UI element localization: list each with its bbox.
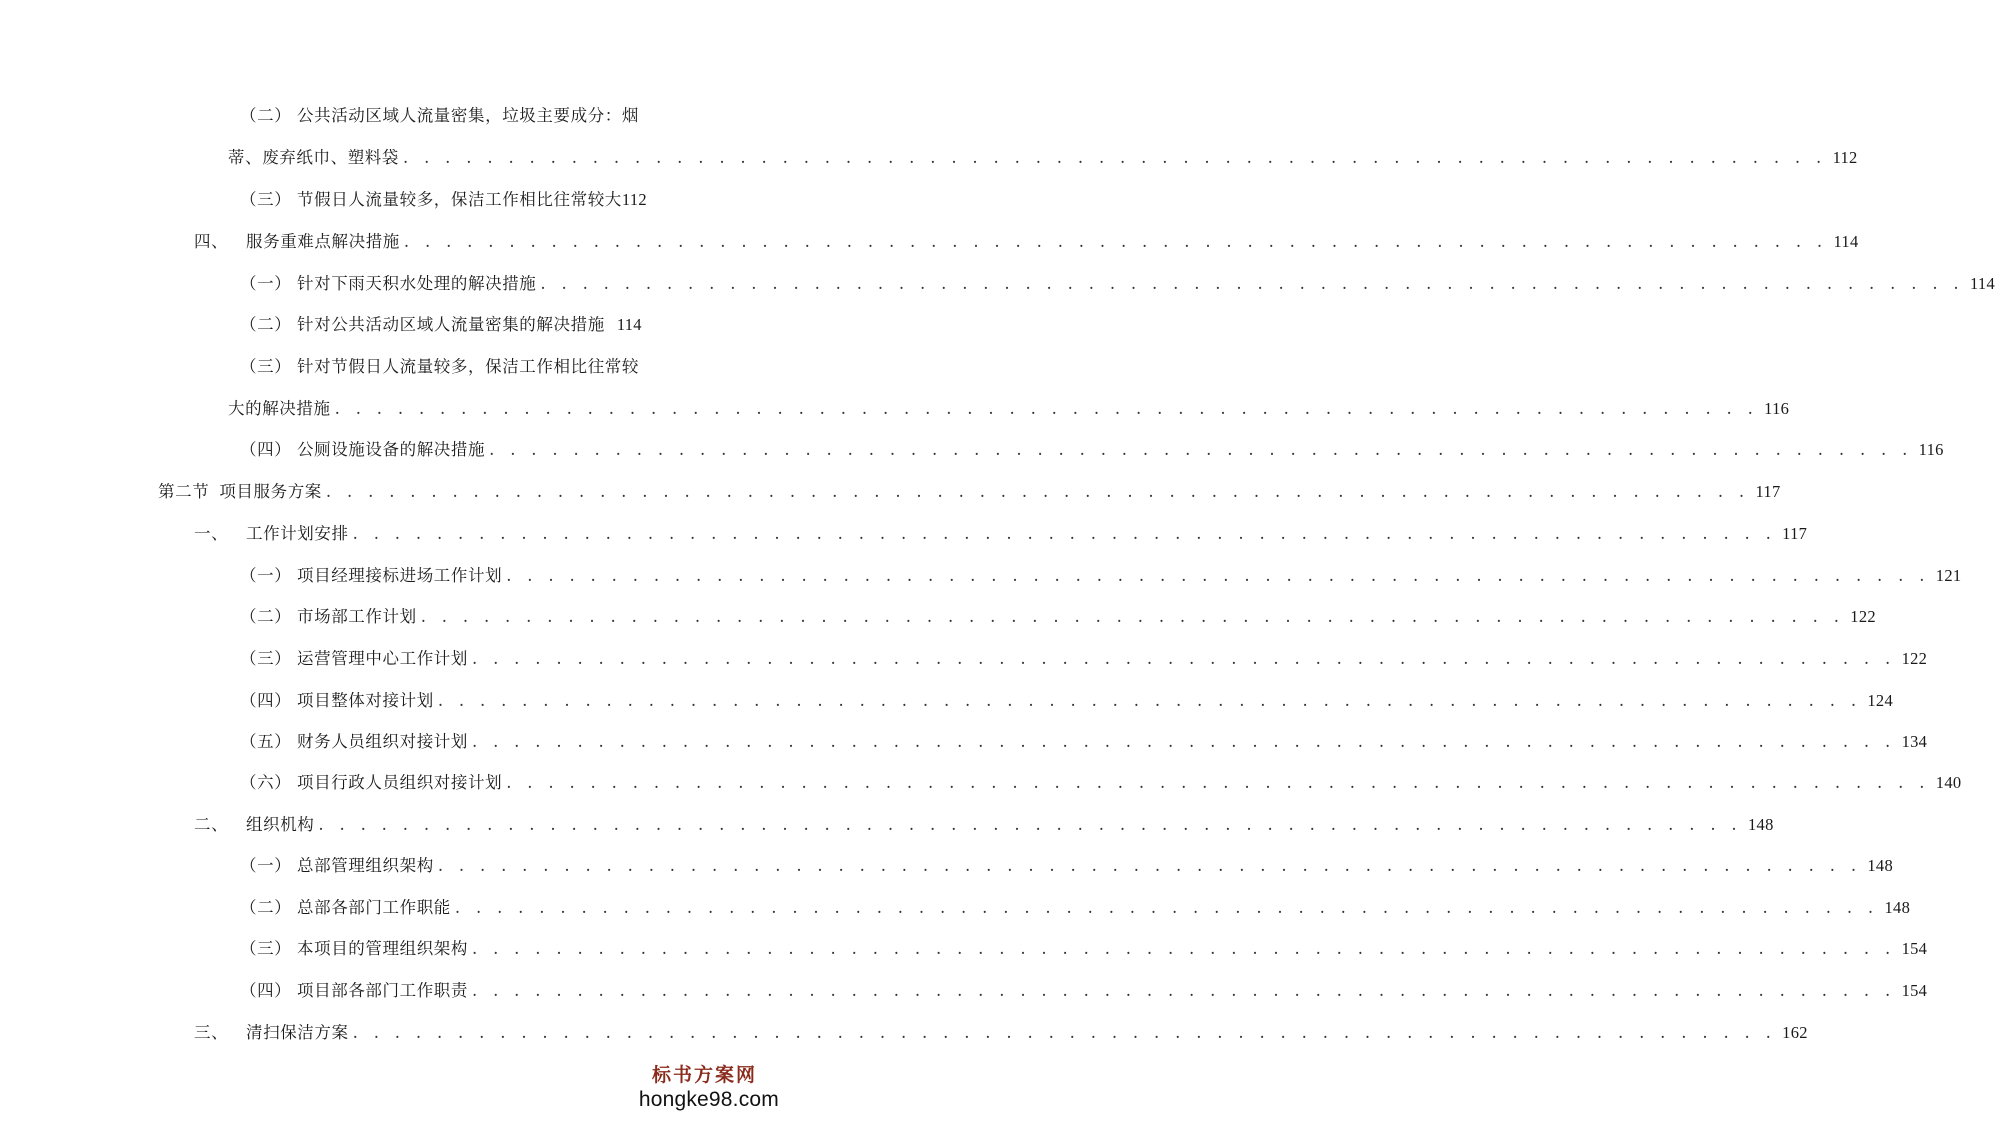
toc-entry[interactable] <box>194 813 1774 837</box>
toc-page-number: 117 <box>1755 482 1781 501</box>
toc-entry-title: 本项目的管理组织架构 <box>297 939 468 958</box>
toc-page-number: 121 <box>1935 566 1962 585</box>
toc-entry-title: 清扫保洁方案 <box>246 1023 349 1042</box>
toc-entry-title: 项目经理接标进场工作计划 <box>297 566 503 585</box>
toc-entry[interactable] <box>240 272 1995 296</box>
toc-entry-number: （三） <box>240 190 292 209</box>
toc-entry[interactable] <box>240 937 1928 961</box>
toc-entry-number: 二、 <box>194 815 229 834</box>
toc-entry-number: （三） <box>240 357 292 376</box>
toc-page-number: 112 <box>1832 148 1858 167</box>
toc-page-number: 117 <box>1782 524 1808 543</box>
toc-page-number: 148 <box>1884 898 1911 917</box>
toc-entry-number: （二） <box>240 607 292 626</box>
toc-leader: . . . . . . . . . . . . . . . . . . . . . . . . . . . . . . . . . . . . . . . . . . . . . . . . . . . . . . . . . . . . . . . . . . . . <box>352 524 1777 543</box>
toc-entry-number: （三） <box>240 939 292 958</box>
toc-page-number: 154 <box>1901 939 1928 958</box>
toc-entry[interactable] <box>228 146 1858 170</box>
toc-entry-title: 蒂、废弃纸巾、塑料袋 <box>228 148 399 167</box>
toc-leader: . . . . . . . . . . . . . . . . . . . . . . . . . . . . . . . . . . . . . . . . . . . . . . . . . . . . . . . . . . . . . . . . . . . . <box>472 981 1896 1000</box>
toc-entry-number: （二） <box>240 106 292 125</box>
toc-leader: . . . . . . . . . . . . . . . . . . . . . . . . . . . . . . . . . . . . . . . . . . . . . . . . . . . . . . . . . . . . . . . . . . . . <box>437 691 1862 710</box>
toc-leader: . . . . . . . . . . . . . . . . . . . . . . . . . . . . . . . . . . . . . . . . . . . . . . . . . . . . . . . . . . . . . . . . . . . . <box>454 898 1879 917</box>
toc-entry-title: 财务人员组织对接计划 <box>297 732 468 751</box>
toc-entry-number: （六） <box>240 773 292 792</box>
toc-entry-title: 公共活动区域人流量密集，垃圾主要成分：烟 <box>297 106 639 125</box>
toc-page-number: 122 <box>1901 649 1928 668</box>
toc-entry-number: 一、 <box>194 524 229 543</box>
toc-leader: . . . . . . . . . . . . . . . . . . . . . . . . . . . . . . . . . . . . . . . . . . . . . . . . . . . . . . . . . . . . . . . . . . . . <box>437 856 1862 875</box>
toc-entry[interactable] <box>240 647 1928 671</box>
toc-entry-title: 针对节假日人流量较多，保洁工作相比往常较 <box>297 357 639 376</box>
toc-entry-title: 组织机构 <box>246 815 315 834</box>
toc-entry-number: 四、 <box>194 232 229 251</box>
toc-page-number: 140 <box>1935 773 1962 792</box>
toc-entry-title: 运营管理中心工作计划 <box>297 649 468 668</box>
toc-entry-title: 服务重难点解决措施 <box>246 232 400 251</box>
toc-page-number: 124 <box>1867 691 1894 710</box>
toc-entry[interactable] <box>240 438 1944 462</box>
toc-entry-number: 第二节 <box>158 482 210 501</box>
toc-entry[interactable] <box>194 230 1859 254</box>
toc-entry[interactable] <box>240 564 1962 588</box>
toc-entry-number: （二） <box>240 315 292 334</box>
toc-entry-title: 针对公共活动区域人流量密集的解决措施 <box>297 315 605 334</box>
toc-leader: . . . . . . . . . . . . . . . . . . . . . . . . . . . . . . . . . . . . . . . . . . . . . . . . . . . . . . . . . . . . . . . . . . . . <box>334 399 1759 418</box>
toc-page-number: 116 <box>1918 440 1944 459</box>
toc-entry-title: 公厕设施设备的解决措施 <box>297 440 486 459</box>
watermark-title: 标书方案网 <box>651 1064 757 1086</box>
toc-entry-number: （四） <box>240 981 292 1000</box>
toc-leader: . . . . . . . . . . . . . . . . . . . . . . . . . . . . . . . . . . . . . . . . . . . . . . . . . . . . . . . . . . . . . . . . . . . . <box>403 148 1827 167</box>
toc-entry[interactable] <box>240 188 680 212</box>
watermark-url: hongke98.com <box>638 1088 779 1111</box>
toc-leader: . . . . . . . . . . . . . . . . . . . . . . . . . . . . . . . . . . . . . . . . . . . . . . . . . . . . . . . . . . . . . . . . . . . . <box>318 815 1742 834</box>
toc-entry-number: （三） <box>240 649 292 668</box>
toc-page-number: 114 <box>1833 232 1859 251</box>
toc-page-number: 114 <box>1969 274 1995 293</box>
toc-entry[interactable] <box>240 104 680 128</box>
toc-entry[interactable] <box>228 397 1790 421</box>
toc-entry-number: （四） <box>240 691 292 710</box>
toc-entry[interactable] <box>240 896 1911 920</box>
toc-entry-title: 针对下雨天积水处理的解决措施 <box>297 274 537 293</box>
toc-page-number: 112 <box>621 190 647 209</box>
toc-entry[interactable] <box>240 605 1876 629</box>
toc-entry-title: 总部各部门工作职能 <box>297 898 451 917</box>
toc-entry[interactable] <box>240 689 1894 713</box>
toc-entry-number: （一） <box>240 274 292 293</box>
toc-entry-title: 大的解决措施 <box>228 399 331 418</box>
toc-entry-title: 项目行政人员组织对接计划 <box>297 773 503 792</box>
toc-leader: . . . . . . . . . . . . . . . . . . . . . . . . . . . . . . . . . . . . . . . . . . . . . . . . . . . . . . . . . . . . . . . . . . . . <box>540 274 1964 293</box>
toc-entry-title: 项目服务方案 <box>219 482 322 501</box>
toc-entry[interactable] <box>240 771 1962 795</box>
toc-entry-title: 节假日人流量较多，保洁工作相比往常较大 <box>297 190 622 209</box>
toc-page-number: 114 <box>616 315 642 334</box>
toc-entry-title: 总部管理组织架构 <box>297 856 434 875</box>
toc-entry[interactable] <box>158 480 1781 504</box>
toc-entry[interactable] <box>240 854 1894 878</box>
toc-entry[interactable] <box>240 979 1928 1003</box>
toc-entry[interactable] <box>240 730 1928 754</box>
toc-entry[interactable] <box>194 522 1808 546</box>
toc-leader: . . . . . . . . . . . . . . . . . . . . . . . . . . . . . . . . . . . . . . . . . . . . . . . . . . . . . . . . . . . . . . . . . . . . <box>489 440 1913 459</box>
toc-page-number: 148 <box>1747 815 1774 834</box>
toc-entry-number: （二） <box>240 898 292 917</box>
toc-page-number: 162 <box>1782 1023 1808 1042</box>
toc-page-number: 122 <box>1850 607 1876 626</box>
site-watermark <box>639 1060 779 1112</box>
toc-leader: . . . . . . . . . . . . . . . . . . . . . . . . . . . . . . . . . . . . . . . . . . . . . . . . . . . . . . . . . . . . . . . . . . . . <box>472 732 1896 751</box>
toc-entry-number: （一） <box>240 856 292 875</box>
toc-page-number: 148 <box>1867 856 1894 875</box>
toc-leader: . . . . . . . . . . . . . . . . . . . . . . . . . . . . . . . . . . . . . . . . . . . . . . . . . . . . . . . . . . . . . . . . . . . . <box>403 232 1828 251</box>
toc-entry-number: （五） <box>240 732 292 751</box>
toc-entry[interactable] <box>240 313 675 337</box>
toc-leader: . . . . . . . . . . . . . . . . . . . . . . . . . . . . . . . . . . . . . . . . . . . . . . . . . . . . . . . . . . . . . . . . . . . . <box>506 773 1930 792</box>
toc-entry[interactable] <box>194 1021 1808 1045</box>
toc-entry-title: 项目整体对接计划 <box>297 691 434 710</box>
toc-page-number: 134 <box>1901 732 1928 751</box>
toc-entry-number: 三、 <box>194 1023 229 1042</box>
toc-leader: . . . . . . . . . . . . . . . . . . . . . . . . . . . . . . . . . . . . . . . . . . . . . . . . . . . . . . . . . . . . . . . . . . . . <box>352 1023 1777 1042</box>
toc-entry-number: （四） <box>240 440 292 459</box>
toc-leader: . . . . . . . . . . . . . . . . . . . . . . . . . . . . . . . . . . . . . . . . . . . . . . . . . . . . . . . . . . . . . . . . . . . . <box>506 566 1930 585</box>
toc-entry-title: 市场部工作计划 <box>297 607 417 626</box>
toc-page-number: 116 <box>1764 399 1790 418</box>
toc-leader: . . . . . . . . . . . . . . . . . . . . . . . . . . . . . . . . . . . . . . . . . . . . . . . . . . . . . . . . . . . . . . . . . . . . <box>325 482 1750 501</box>
toc-entry[interactable] <box>240 355 680 379</box>
toc-leader: . . . . . . . . . . . . . . . . . . . . . . . . . . . . . . . . . . . . . . . . . . . . . . . . . . . . . . . . . . . . . . . . . . . . <box>472 649 1896 668</box>
toc-entry-title: 工作计划安排 <box>246 524 349 543</box>
toc-entry-title: 项目部各部门工作职责 <box>297 981 468 1000</box>
toc-leader: . . . . . . . . . . . . . . . . . . . . . . . . . . . . . . . . . . . . . . . . . . . . . . . . . . . . . . . . . . . . . . . . . . . . <box>420 607 1845 626</box>
toc-leader: . . . . . . . . . . . . . . . . . . . . . . . . . . . . . . . . . . . . . . . . . . . . . . . . . . . . . . . . . . . . . . . . . . . . <box>472 939 1896 958</box>
toc-entry-number: （一） <box>240 566 292 585</box>
toc-page-number: 154 <box>1901 981 1928 1000</box>
